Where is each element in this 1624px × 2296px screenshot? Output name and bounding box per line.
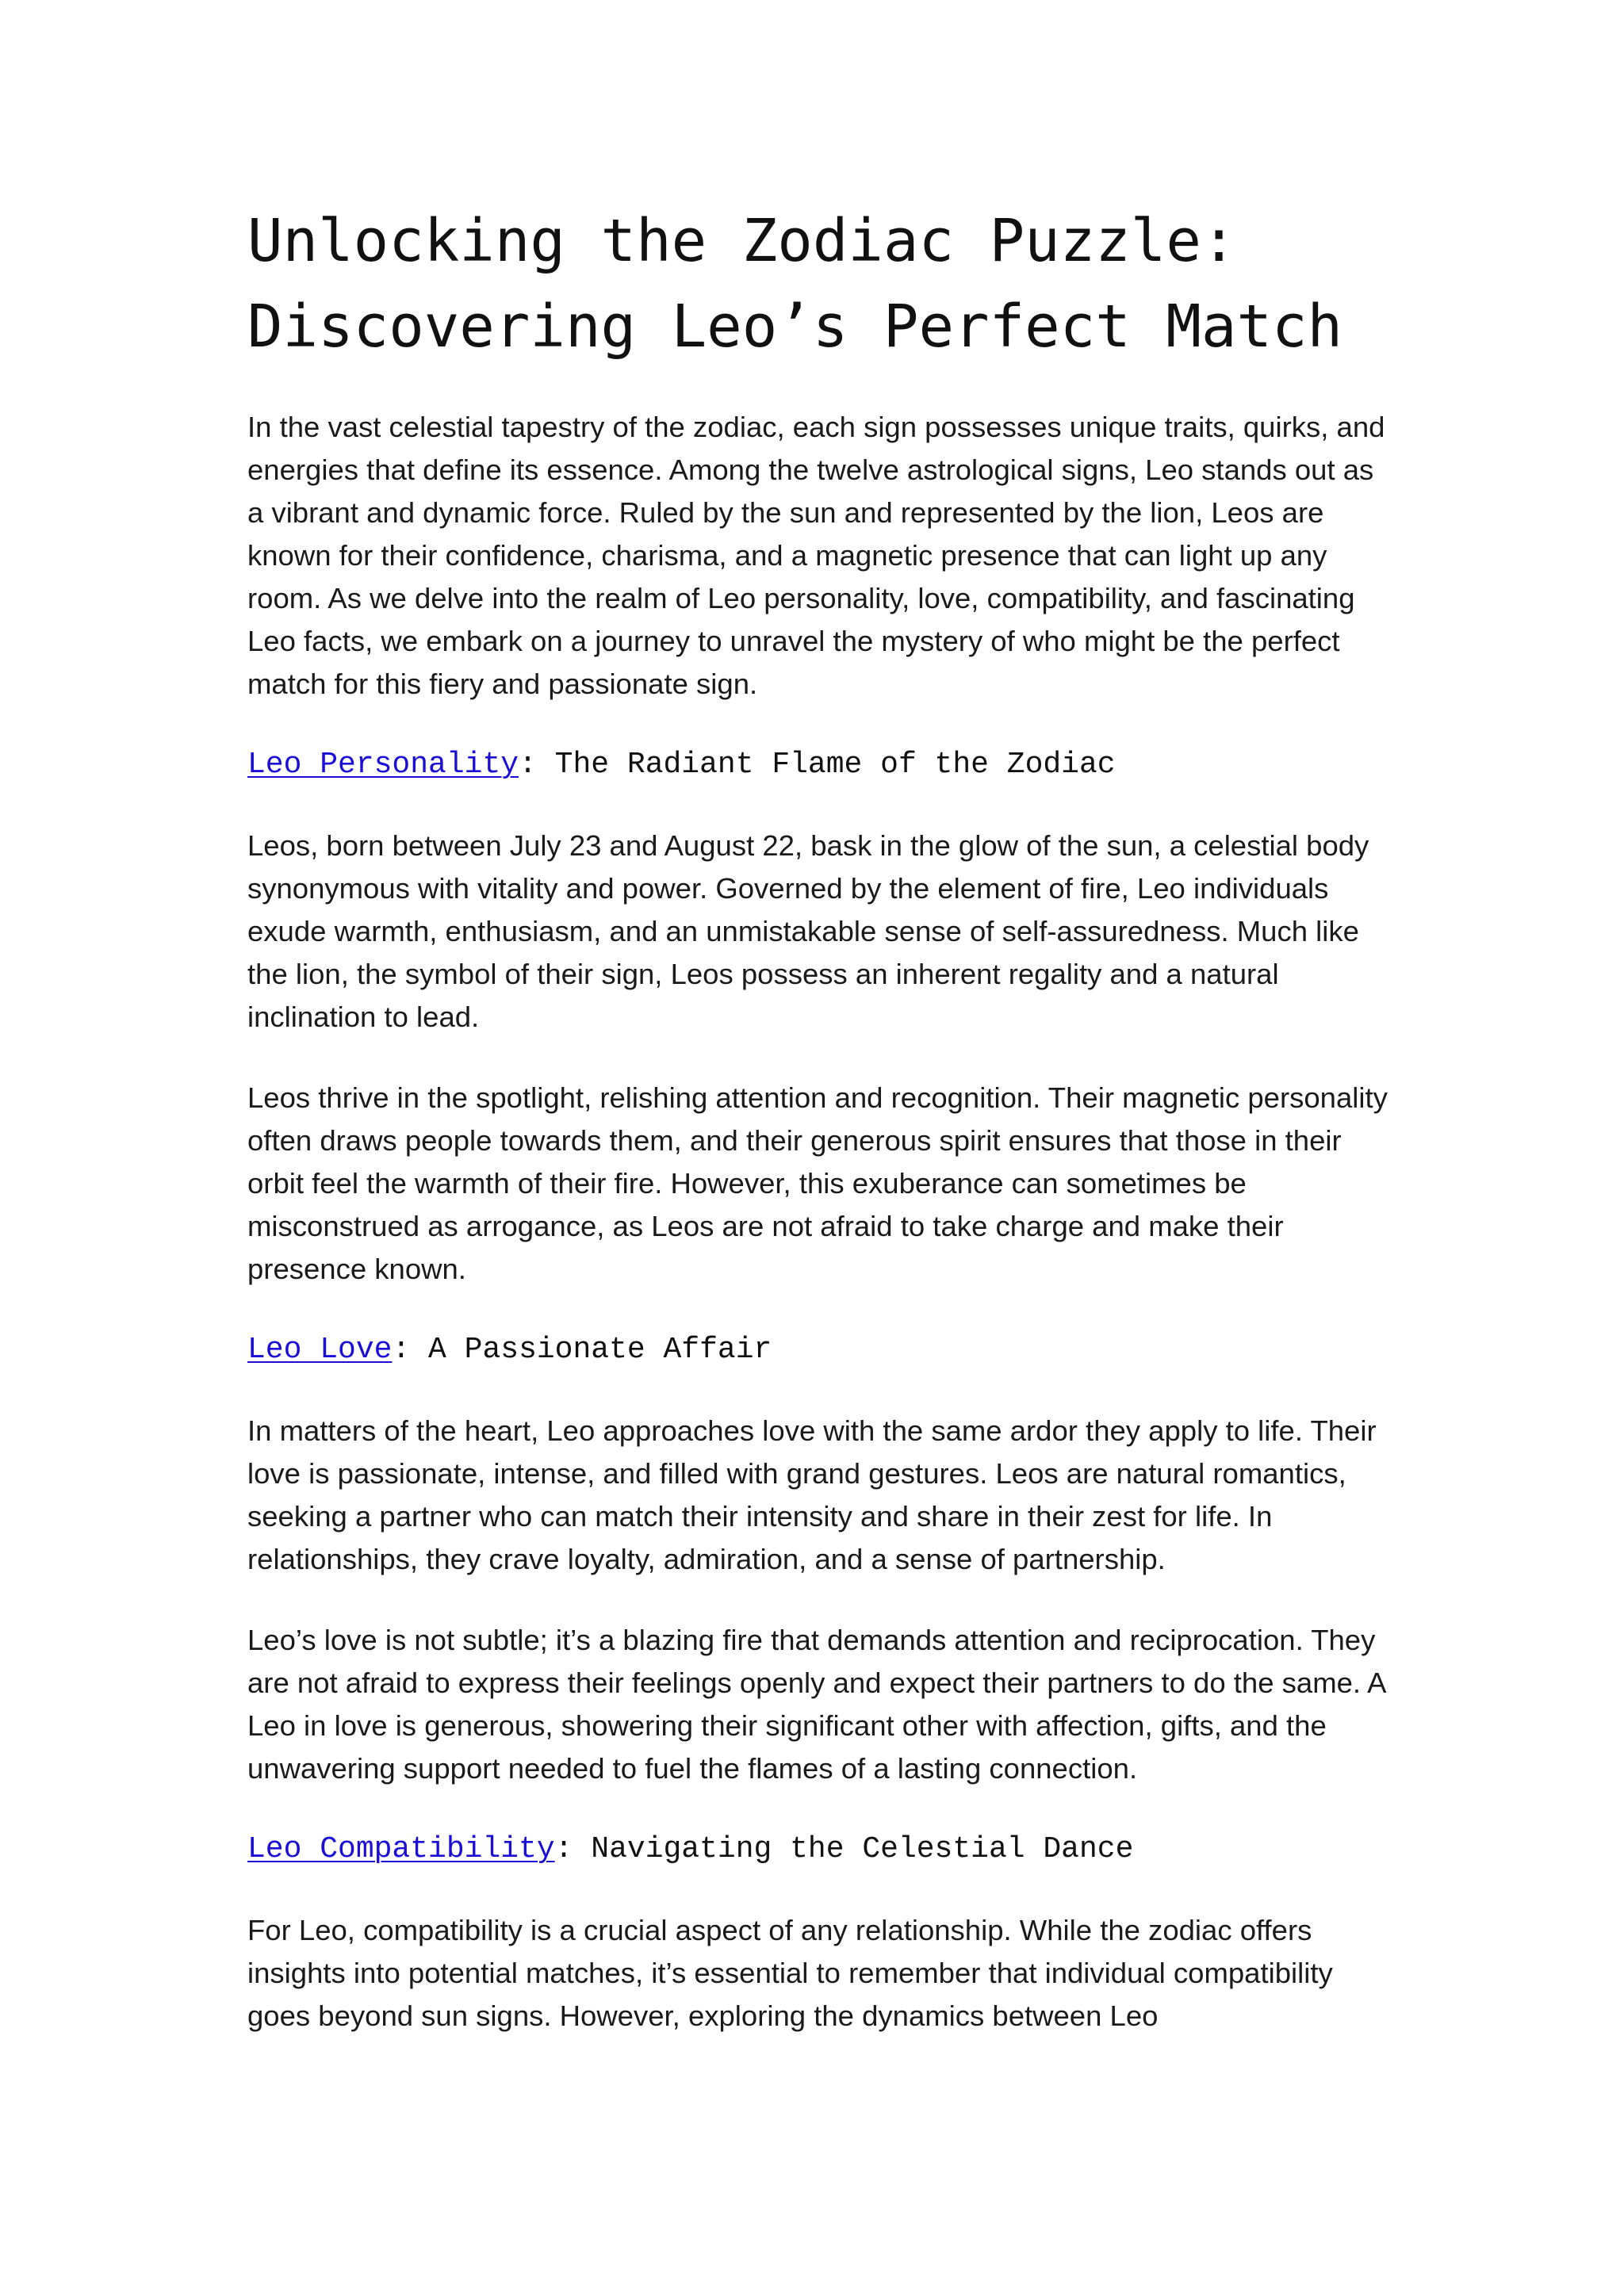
- section-heading-personality: [247, 744, 1389, 786]
- section-heading-text: : The Radiant Flame of the Zodiac: [519, 748, 1116, 782]
- section-heading-text: : A Passionate Affair: [392, 1333, 772, 1367]
- personality-paragraph-2: Leos thrive in the spotlight, relishing attention and recognition. Their magnetic personality often draws people towards them, and their generous spirit ensures that those in their orbit feel the warmth of their fire. However, this exuberance can sometimes be misconstrued as arrogance, as Leos are not afraid to take charge and make their presence known.: [247, 1081, 1388, 1285]
- section-heading-compatibility: [247, 1828, 1389, 1871]
- leo-personality-link[interactable]: Leo Personality: [247, 748, 519, 782]
- compatibility-paragraph-1: For Leo, compatibility is a crucial aspect of any relationship. While the zodiac offers insights into potential matches, it’s essential to remember that individual compatibility goes beyond sun signs. However, exploring the dynamics between Leo: [247, 1914, 1333, 2032]
- title-line-1: Unlocking the Zodiac Puzzle:: [247, 207, 1237, 275]
- love-paragraph-2: Leo’s love is not subtle; it’s a blazing fire that demands attention and reciprocation. They are not afraid to express their feelings openly and expect their partners to do the same. A Leo in love is generous, showering their significant other with affection, gifts, and the unwavering support needed to fuel the flames of a lasting connection.: [247, 1624, 1385, 1785]
- page-title: [247, 198, 1389, 369]
- section-heading-text: : Navigating the Celestial Dance: [554, 1832, 1134, 1866]
- section-heading-love: [247, 1329, 1389, 1372]
- love-paragraph-1: In matters of the heart, Leo approaches love with the same ardor they apply to life. Their love is passionate, intense, and filled with grand gestures. Leos are natural romantics, seeking a partner who can match their intensity and share in their zest for life. In relationships, they crave loyalty, admiration, and a sense of partnership.: [247, 1414, 1377, 1575]
- leo-compatibility-link[interactable]: Leo Compatibility: [247, 1832, 555, 1866]
- intro-paragraph: In the vast celestial tapestry of the zodiac, each sign possesses unique traits, quirks, and energies that define its essence. Among the twelve astrological signs, Leo stands out as a vibrant and dynamic force. Ruled by the sun and represented by the lion, Leos are known for their confidence, charisma, and a magnetic presence that can light up any room. As we delve into the realm of Leo personality, love, compatibility, and fascinating Leo facts, we embark on a journey to unravel the mystery of who might be the perfect match for this fiery and passionate sign.: [247, 411, 1385, 700]
- document-page: [247, 198, 1389, 2076]
- personality-paragraph-1: Leos, born between July 23 and August 22, bask in the glow of the sun, a celestial body synonymous with vitality and power. Governed by the element of fire, Leo individuals exude warmth, enthusiasm, and an unmistakable sense of self-assuredness. Much like the lion, the symbol of their sign, Leos possess an inherent regality and a natural inclination to lead.: [247, 829, 1369, 1033]
- title-line-2: Discovering Leo’s Perfect Match: [247, 293, 1343, 361]
- leo-love-link[interactable]: Leo Love: [247, 1333, 393, 1367]
